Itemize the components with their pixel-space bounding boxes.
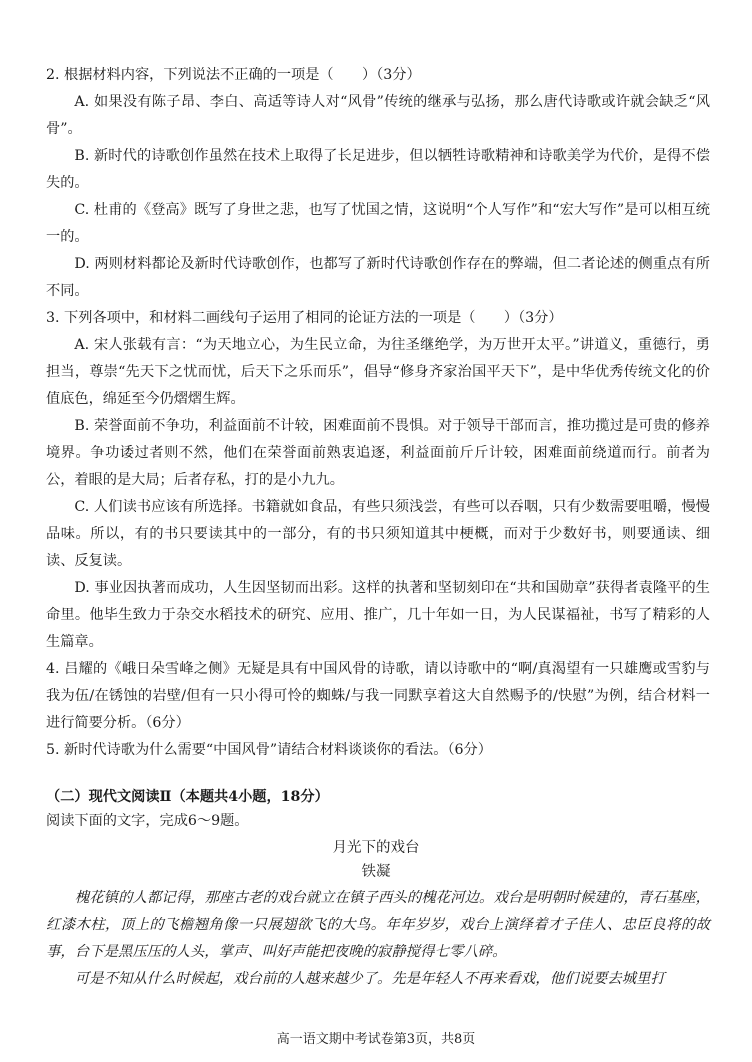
q2-option-a: A. 如果没有陈子昂、李白、高适等诗人对“风骨”传统的继承与弘扬，那么唐代诗歌或许就会缺乏“风骨”。 <box>46 94 710 137</box>
q2-option-b: B. 新时代的诗歌创作虽然在技术上取得了长足进步，但以牺牲诗歌精神和诗歌美学为代价，是得不偿失的。 <box>46 148 710 191</box>
section-heading: （二）现代文阅读Ⅱ（本题共4小题，18分） <box>46 789 329 805</box>
q3-option-b: B. 荣誉面前不争功，利益面前不计较，困难面前不畏惧。对于领导干部而言，推功揽过是可贵的修养境界。争功诿过者则不然，他们在荣誉面前熟衷追逐，利益面前斤斤计较，困难面前绕道而行。前者为公，着眼的是大局；后者存私，打的是小九九。 <box>46 418 710 488</box>
q2-option-d: D. 两则材料都论及新时代诗歌创作，也都写了新时代诗歌创作存在的弊端，但二者论述的侧重点有所不同。 <box>46 256 710 299</box>
q3-stem: 3. 下列各项中，和材料二画线句子运用了相同的论证方法的一项是（ ）（3分） <box>46 310 563 326</box>
q4-question: 4. 吕耀的《峨日朵雪峰之侧》无疑是具有中国风骨的诗歌，请以诗歌中的“啊/真渴望有一只雄鹰或雪豹与我为伍/在锈蚀的岩壁/但有一只小得可怜的蜘蛛/与我一同默享着这大自然赐予的/快慰”为例，结合材料一进行简要分析。（6分） <box>46 661 710 731</box>
q3-option-c: C. 人们读书应该有所选择。书籍就如食品，有些只须浅尝，有些可以吞咽，只有少数需要咀嚼，慢慢品味。所以，有的书只要读其中的一部分，有的书只须知道其中梗概，而对于少数好书，则要通读、细读、反复读。 <box>46 499 710 569</box>
q2-option-c: C. 杜甫的《登高》既写了身世之悲，也写了忧国之情，这说明“个人写作”和“宏大写作”是可以相互统一的。 <box>46 202 710 245</box>
q2-stem: 2. 根据材料内容，下列说法不正确的一项是（ ）（3分） <box>46 67 421 83</box>
story-paragraph-1: 槐花镇的人都记得，那座古老的戏台就立在镇子西头的槐花河边。戏台是明朝时候建的，青石基座，红漆木柱，顶上的飞檐翘角像一只展翅欲飞的大鸟。年年岁岁，戏台上演绎着才子佳人、忠臣良将的故事，台下是黑压压的人头，掌声、叫好声能把夜晚的寂静搅得七零八碎。 <box>46 890 710 960</box>
story-title: 月光下的戏台 <box>332 840 420 856</box>
page-footer: 高一语文期中考试卷第3页，共8页 <box>276 1032 476 1047</box>
q3-option-a: A. 宋人张载有言：“为天地立心，为生民立命，为往圣继绝学，为万世开太平。”讲道义，重德行，勇担当，尊崇“先天下之忧而忧，后天下之乐而乐”，倡导“修身齐家治国平天下”，是中华优秀传统文化的价值底色，绵延至今仍熠熠生辉。 <box>46 337 710 407</box>
q3-option-d: D. 事业因执著而成功，人生因坚韧而出彩。这样的执著和坚韧刻印在“共和国勋章”获得者袁隆平的生命里。他毕生致力于杂交水稻技术的研究、应用、推广，几十年如一日，为人民谋福祉，书写了精彩的人生篇章。 <box>46 580 710 650</box>
story-paragraph-2: 可是不知从什么时候起，戏台前的人越来越少了。先是年轻人不再来看戏，他们说要去城里打 <box>74 971 665 987</box>
section-instruction: 阅读下面的文字，完成6～9题。 <box>46 813 249 829</box>
q5-question: 5. 新时代诗歌为什么需要“中国风骨”请结合材料谈谈你的看法。（6分） <box>46 742 492 758</box>
story-author: 铁凝 <box>361 864 391 880</box>
